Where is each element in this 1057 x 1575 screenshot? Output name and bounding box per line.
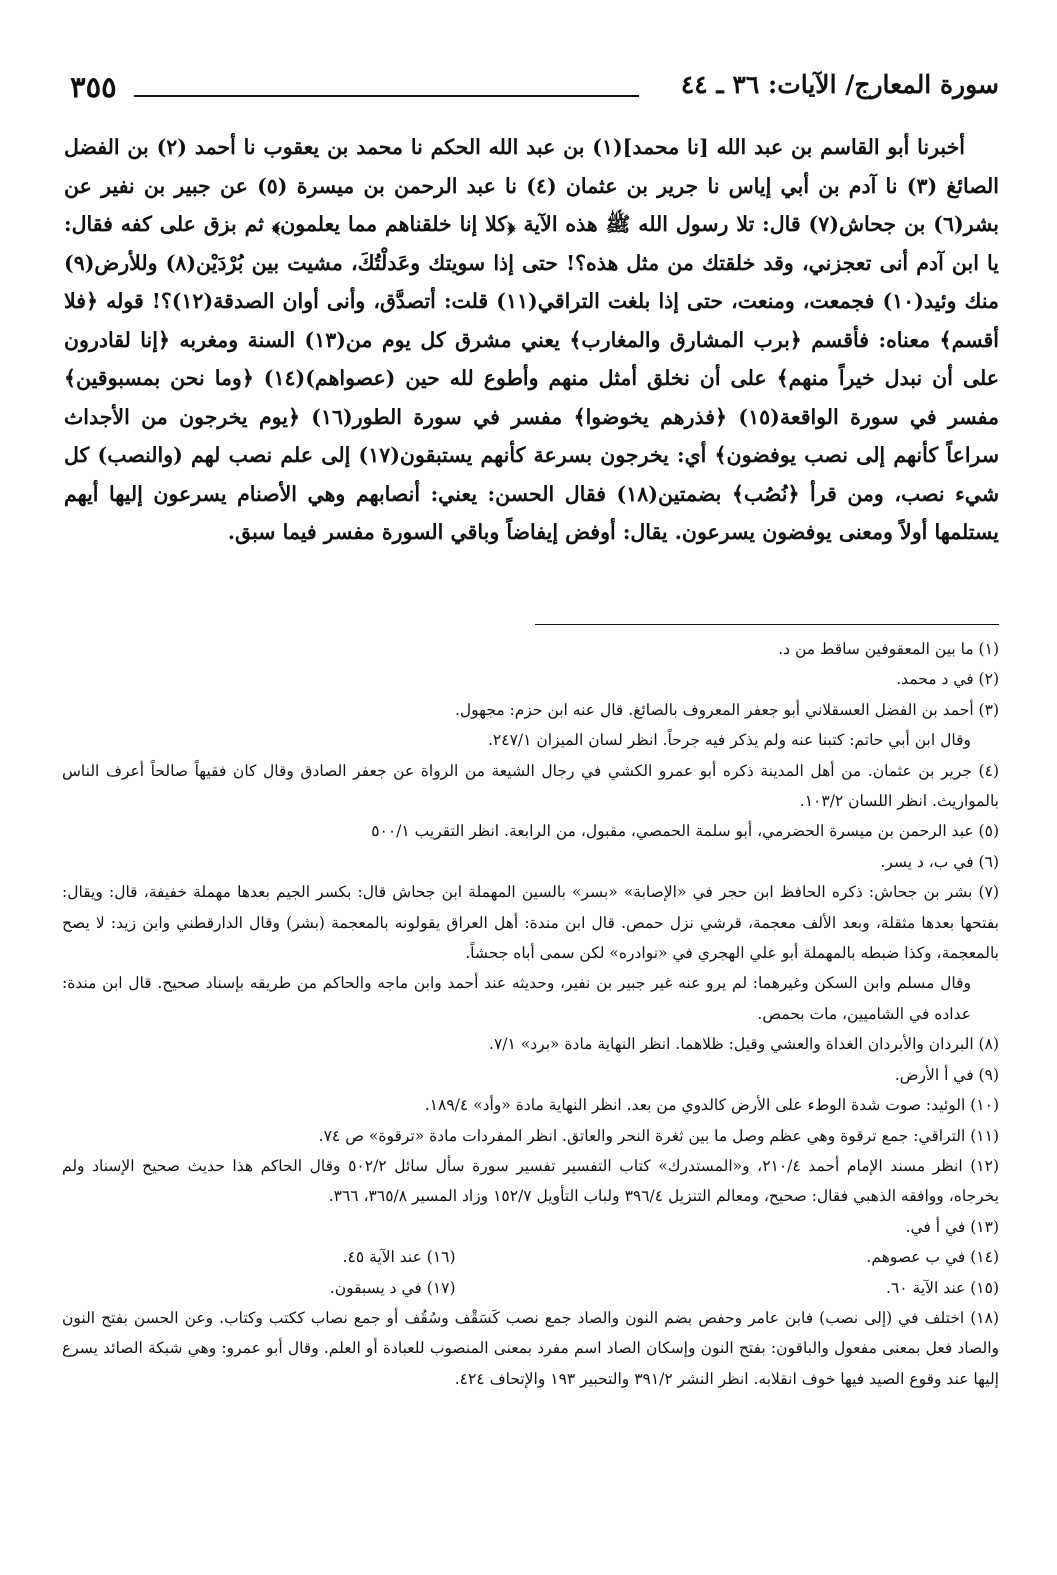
footnote-3: (٣) أحمد بن الفضل العسقلاني أبو جعفر المعروف بالصائغ. قال عنه ابن حزم: مجهول. — [454, 700, 999, 719]
footnote-10: (١٠) الوئيد: صوت شدة الوطء على الأرض كالدوي من بعد. انظر النهاية مادة «وأد» ١٨٩/٤. — [424, 1096, 999, 1115]
footnote-11: (١١) التراقي: جمع ترقوة وهي عظم وصل ما بين ثغرة النحر والعاتق. انظر المفردات مادة «ترقوة» ص ٧٤. — [318, 1126, 999, 1145]
footnotes — [62, 634, 999, 1394]
footnote-15: (١٥) عند الآية ٦٠. — [886, 1278, 999, 1297]
footnote-3-continued: وقال ابن أبي حاتم: كتبنا عنه ولم يذكر فيه جرحاً. انظر لسان الميزان ٢٤٧/١. — [487, 731, 971, 750]
footnote-6: (٦) في ب، د يسر. — [880, 852, 999, 871]
footnote-16: (١٦) عند الآية ٤٥. — [342, 1248, 456, 1267]
footnote-17: (١٧) في د يسبقون. — [329, 1278, 456, 1297]
footnote-18: (١٨) اختلف في (إلى نصب) فابن عامر وحفص بضم النون والصاد جمع نصب كَسَقْف وسُقُف أو جمع نصاب ككتب وكتاب. وعن الحسن بفتح النون والصاد فعل بمعنى مفعول والباقون: بفتح النون وإسكان الصاد اسم مفرد بمعنى المنصوب للعبادة أو العلم. وقال أبو عمرو: وهي شبكة الصائد يسرع إليها عند وقوع الصيد فيها خوف انقلابه. انظر النشر ٣٩١/٢ والتحبير ١٩٣ والإتحاف ٤٢٤. — [62, 1308, 999, 1388]
footnote-8: (٨) البردان والأبردان الغداة والعشي وقيل: ظلاهما. انظر النهاية مادة «برد» ٧/١. — [489, 1035, 999, 1054]
footnote-7-continued: وقال مسلم وابن السكن وغيرهما: لم يرو عنه غير جبير بن نفير، وحديثه عند أحمد وابن ماجه والحاكم من طريقه بإسناد صحيح. قال ابن مندة: عداده في الشاميين، مات بحمص. — [62, 974, 971, 1023]
footnote-5: (٥) عبد الرحمن بن ميسرة الحضرمي، أبو سلمة الحمصي، مقبول، من الرابعة. انظر التقريب ٥٠٠/١ — [371, 822, 999, 841]
footnote-9: (٩) في أ الأرض. — [894, 1065, 999, 1084]
main-text — [64, 128, 999, 552]
footnote-pair-14-16 — [62, 1242, 999, 1272]
running-title: سورة المعارج/ الآيات: ٣٦ ـ ٤٤ — [680, 70, 999, 99]
footnote-7: (٧) بشر بن جحاش: ذكره الحافظ ابن حجر في «الإصابة» «بسر» بالسين المهملة ابن جحاش قال: بكسر الجيم بعدها مهملة خفيفة، قال: ويقال: بفتحها بعدها مثقلة، وبعد الألف معجمة، قرشي نزل حمص. قال ابن مندة: أهل العراق يقولونه بالمعجمة (بشر) وقال الدارقطني وابن زيد: لا يصح بالمعجمة، وكذا ضبطه بالمهملة أبو علي الهجري في «نوادره» لكن سمى أباه جحشاً. — [62, 883, 999, 963]
footnote-1: (١) ما بين المعقوفين ساقط من د. — [778, 640, 999, 658]
footnote-14: (١٤) في ب عصوهم. — [866, 1248, 999, 1267]
body-paragraph: أخبرنا أبو القاسم بن عبد الله [نا محمد](١) بن عبد الله الحكم نا محمد بن يعقوب نا أحمد (٢) بن الفضل الصائغ (٣) نا آدم بن أبي إياس نا جرير بن عثمان (٤) نا عبد الرحمن بن ميسرة (٥) عن جبير بن نفير عن بشر(٦) بن جحاش(٧) قال: تلا رسول الله ﷺ هذه الآية ﴿كلا إنا خلقناهم مما يعلمون﴾ ثم بزق على كفه فقال: يا ابن آدم أنى تعجزني، وقد خلقتك من مثل هذه؟! حتى إذا سويتك وعَدلْتُكَ، مشيت بين بُرْدَيْن(٨) وللأرض(٩) منك وئيد(١٠) فجمعت، ومنعت، حتى إذا بلغت التراقي(١١) قلت: أتصدَّق، وأنى أوان الصدقة(١٢)؟! قوله ﴿فلا أقسم﴾ معناه: فأقسم ﴿برب المشارق والمغارب﴾ يعني مشرق كل يوم من(١٣) السنة ومغربه ﴿إنا لقادرون على أن نبدل خيراً منهم﴾ على أن نخلق أمثل منهم وأطوع لله حين (عصواهم)(١٤) ﴿وما نحن بمسبوقين﴾ مفسر في سورة الواقعة(١٥) ﴿فذرهم يخوضوا﴾ مفسر في سورة الطور(١٦) ﴿يوم يخرجون من الأجداث سراعاً كأنهم إلى نصب يوفضون﴾ أي: يخرجون بسرعة كأنهم يستبقون(١٧) إلى علم نصب لهم (والنصب) كل شيء نصب، ومن قرأ ﴿نُصُب﴾ بضمتين(١٨) فقال الحسن: يعني: أنصابهم وهي الأصنام يسرعون إليها أيهم يستلمها أولاً ومعنى يوفضون يسرعون. يقال: أوفض إيفاضاً وباقي السورة مفسر فيما سبق. — [64, 135, 1000, 544]
page-number: ٣٥٥ — [70, 70, 117, 104]
footnote-pair-15-17 — [62, 1273, 999, 1303]
footnote-4: (٤) جرير بن عثمان. من أهل المدينة ذكره أبو عمرو الكشي في رجال الشيعة من الرواة عن جعفر الصادق وقال كان فقيهاً صالحاً أعرف الناس بالمواريث. انظر اللسان ١٠٣/٢. — [62, 761, 999, 811]
footnote-12: (١٢) انظر مسند الإمام أحمد ٢١٠/٤، و«المستدرك» كتاب التفسير تفسير سورة سأل سائل ٥٠٢/٢ وقال الحاكم هذا حديث صحيح الإسناد ولم يخرجاه، ووافقه الذهبي فقال: صحيح، ومعالم التنزيل ٣٩٦/٤ ولباب التأويل ١٥٢/٧ وزاد المسير ٣٦٥/٨، ٣٦٦. — [62, 1156, 999, 1206]
page-header — [62, 58, 999, 116]
header-rule — [134, 95, 639, 97]
footnote-separator — [535, 624, 999, 625]
footnote-2: (٢) في د محمد. — [896, 670, 999, 689]
footnote-13: (١٣) في أ في. — [905, 1217, 999, 1236]
